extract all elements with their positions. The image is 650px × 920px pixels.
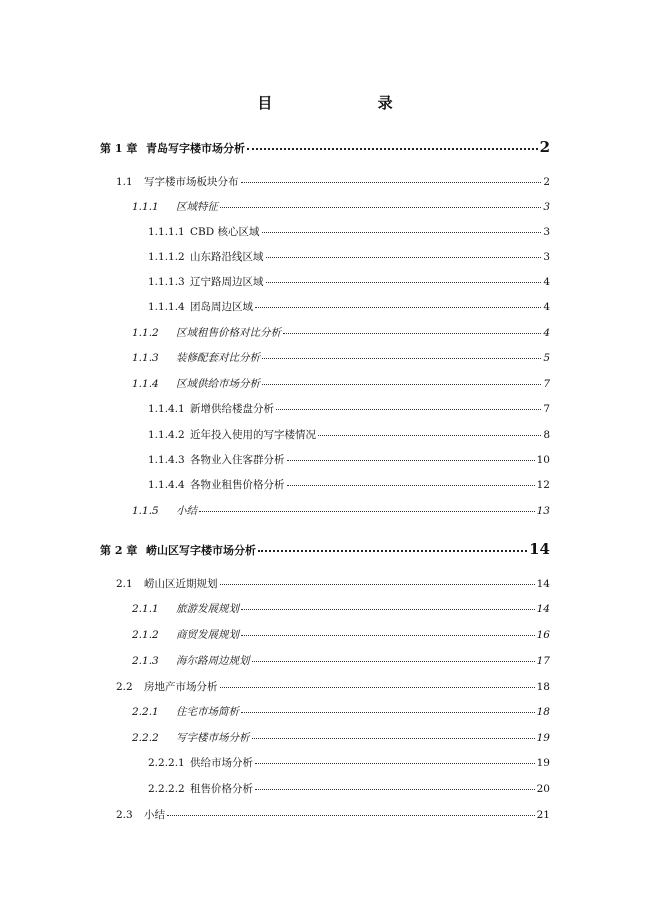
toc-entry[interactable]	[148, 249, 550, 264]
toc-entry-page: 8	[543, 429, 550, 441]
toc-entry-page: 7	[543, 403, 550, 415]
toc-leader-dots	[255, 763, 535, 764]
toc-entry[interactable]	[148, 299, 550, 314]
toc-entry-page: 14	[536, 603, 550, 615]
toc-entry-label: 区域供给市场分析	[176, 378, 260, 390]
toc-entry-label: 住宅市场简析	[176, 706, 239, 718]
toc-entry-number: 2.2.2	[132, 732, 159, 744]
toc-leader-dots	[266, 282, 542, 283]
toc-entry[interactable]	[132, 325, 550, 340]
toc-entry-page: 19	[536, 732, 550, 744]
toc-entry-number: 1.1.1.2	[148, 251, 185, 263]
toc-leader-dots	[255, 789, 535, 790]
toc-entry-label: 青岛写字楼市场分析	[146, 142, 245, 155]
toc-entry-number: 2.1.1	[132, 603, 159, 615]
toc-entry-page: 3	[543, 226, 550, 238]
toc-leader-dots	[241, 609, 535, 610]
toc-entry-number: 2.2	[116, 681, 133, 693]
toc-leader-dots	[262, 232, 542, 233]
toc-entry[interactable]	[148, 477, 550, 492]
toc-entry-number: 1.1.1	[132, 201, 159, 213]
toc-entry-number: 2.1.3	[132, 655, 159, 667]
toc-entry-page: 13	[536, 505, 550, 517]
toc-entry-number: 1.1.3	[132, 352, 159, 364]
toc-leader-dots	[318, 435, 541, 436]
toc-leader-dots	[287, 460, 535, 461]
toc-entry[interactable]	[132, 704, 550, 719]
toc-entry-label: CBD 核心区域	[190, 226, 260, 238]
toc-entry-label: 装修配套对比分析	[176, 352, 260, 364]
toc-entry[interactable]	[148, 427, 550, 442]
toc-leader-dots	[252, 661, 535, 662]
toc-entry[interactable]	[116, 576, 550, 591]
toc-entry-label: 团岛周边区域	[190, 301, 253, 313]
toc-entry-label: 租售价格分析	[190, 783, 253, 795]
toc-entry-label: 房地产市场分析	[144, 681, 218, 693]
toc-leader-dots	[167, 815, 535, 816]
toc-leader-dots	[262, 358, 541, 359]
toc-leader-dots	[241, 182, 542, 183]
toc-entry-label: 各物业入住客群分析	[190, 454, 285, 466]
toc-entry[interactable]	[132, 627, 550, 642]
toc-leader-dots	[276, 409, 541, 410]
toc-entry-page: 14	[536, 578, 550, 590]
toc-entry-label: 海尔路周边规划	[176, 655, 250, 667]
toc-entry-page: 4	[543, 327, 550, 339]
toc-entry-label: 崂山区写字楼市场分析	[146, 544, 256, 557]
toc-entry-page: 18	[536, 706, 550, 718]
toc-entry-number: 第 1 章	[100, 142, 138, 155]
toc-entry-label: 区域特征	[176, 201, 218, 213]
toc-entry-page: 12	[536, 479, 550, 491]
toc-entry-page: 3	[543, 251, 550, 263]
toc-leader-dots	[262, 384, 541, 385]
toc-leader-dots	[220, 207, 541, 208]
toc-entry-number: 2.2.2.1	[148, 757, 185, 769]
toc-leader-dots	[247, 148, 538, 150]
toc-entry[interactable]	[148, 401, 550, 416]
toc-entry[interactable]	[132, 350, 550, 365]
toc-entry-page: 3	[543, 201, 550, 213]
toc-entry-number: 2.2.2.2	[148, 783, 185, 795]
toc-entry-label: 旅游发展规划	[176, 603, 239, 615]
toc-leader-dots	[283, 333, 541, 334]
toc-entry-page: 20	[536, 783, 550, 795]
toc-entry-label: 小结	[176, 505, 197, 517]
toc-entry[interactable]	[116, 807, 550, 822]
toc-entry-label: 写字楼市场分析	[176, 732, 250, 744]
toc-entry-page: 4	[543, 276, 550, 288]
toc-entry-page: 19	[536, 757, 550, 769]
toc-entry-number: 1.1.4.3	[148, 454, 185, 466]
toc-entry-label: 商贸发展规划	[176, 629, 239, 641]
toc-entry-page: 7	[543, 378, 550, 390]
toc-entry[interactable]	[148, 224, 550, 239]
toc-entry[interactable]	[148, 274, 550, 289]
toc-entry-label: 写字楼市场板块分布	[144, 176, 239, 188]
toc-entry-number: 1.1.1.4	[148, 301, 185, 313]
toc-entry-number: 1.1.1.3	[148, 276, 185, 288]
toc-entry-page: 4	[543, 301, 550, 313]
toc-entry-number: 1.1.4.1	[148, 403, 185, 415]
toc-entry[interactable]	[116, 679, 550, 694]
toc-entry[interactable]	[132, 653, 550, 668]
toc-entry-number: 2.1	[116, 578, 133, 590]
toc-leader-dots	[220, 687, 535, 688]
toc-entry-label: 区域租售价格对比分析	[176, 327, 281, 339]
toc-entry-number: 1.1.2	[132, 327, 159, 339]
toc-leader-dots	[258, 550, 527, 552]
toc-entry[interactable]	[100, 540, 550, 558]
toc-entry-label: 崂山区近期规划	[144, 578, 218, 590]
toc-leader-dots	[199, 511, 535, 512]
toc-entry-number: 1.1.4	[132, 378, 159, 390]
toc-entry-number: 1.1.4.2	[148, 429, 185, 441]
toc-entry[interactable]	[132, 199, 550, 214]
toc-entry-label: 辽宁路周边区域	[190, 276, 264, 288]
toc-entry-page: 21	[536, 809, 550, 821]
page-title: 目 录	[257, 94, 443, 112]
toc-entry[interactable]	[132, 601, 550, 616]
toc-leader-dots	[241, 635, 535, 636]
toc-entry-page: 16	[536, 629, 550, 641]
toc-entry-page: 10	[536, 454, 550, 466]
toc-entry-label: 近年投入使用的写字楼情况	[190, 429, 316, 441]
toc-entry-page: 5	[543, 352, 550, 364]
toc-entry[interactable]	[148, 755, 550, 770]
toc-entry-number: 2.2.1	[132, 706, 159, 718]
toc-leader-dots	[220, 584, 535, 585]
toc-entry[interactable]	[148, 781, 550, 796]
toc-leader-dots	[287, 485, 535, 486]
toc-entry-number: 第 2 章	[100, 544, 138, 557]
toc-entry-page: 14	[529, 540, 550, 558]
toc-entry-number: 1.1.5	[132, 505, 159, 517]
toc-entry-number: 1.1.4.4	[148, 479, 185, 491]
toc-entry-label: 供给市场分析	[190, 757, 253, 769]
toc-entry-page: 2	[543, 176, 550, 188]
toc-entry-number: 1.1	[116, 176, 133, 188]
toc-leader-dots	[255, 307, 541, 308]
toc-entry[interactable]	[116, 174, 550, 189]
toc-entry[interactable]	[132, 730, 550, 745]
toc-entry-label: 山东路沿线区域	[190, 251, 264, 263]
toc-entry-page: 2	[539, 138, 550, 156]
toc-entry[interactable]	[148, 452, 550, 467]
toc-entry[interactable]	[100, 138, 550, 156]
toc-entry-number: 2.1.2	[132, 629, 159, 641]
toc-entry-number: 2.3	[116, 809, 133, 821]
toc-leader-dots	[266, 257, 542, 258]
toc-entry-label: 新增供给楼盘分析	[190, 403, 274, 415]
toc-entry-label: 各物业租售价格分析	[190, 479, 285, 491]
toc-entry-number: 1.1.1.1	[148, 226, 185, 238]
toc-entry-label: 小结	[144, 809, 165, 821]
toc-entry-page: 18	[536, 681, 550, 693]
toc-entry-page: 17	[536, 655, 550, 667]
toc-entry[interactable]	[132, 376, 550, 391]
toc-leader-dots	[252, 738, 535, 739]
toc-leader-dots	[241, 712, 535, 713]
toc-entry[interactable]	[132, 503, 550, 518]
